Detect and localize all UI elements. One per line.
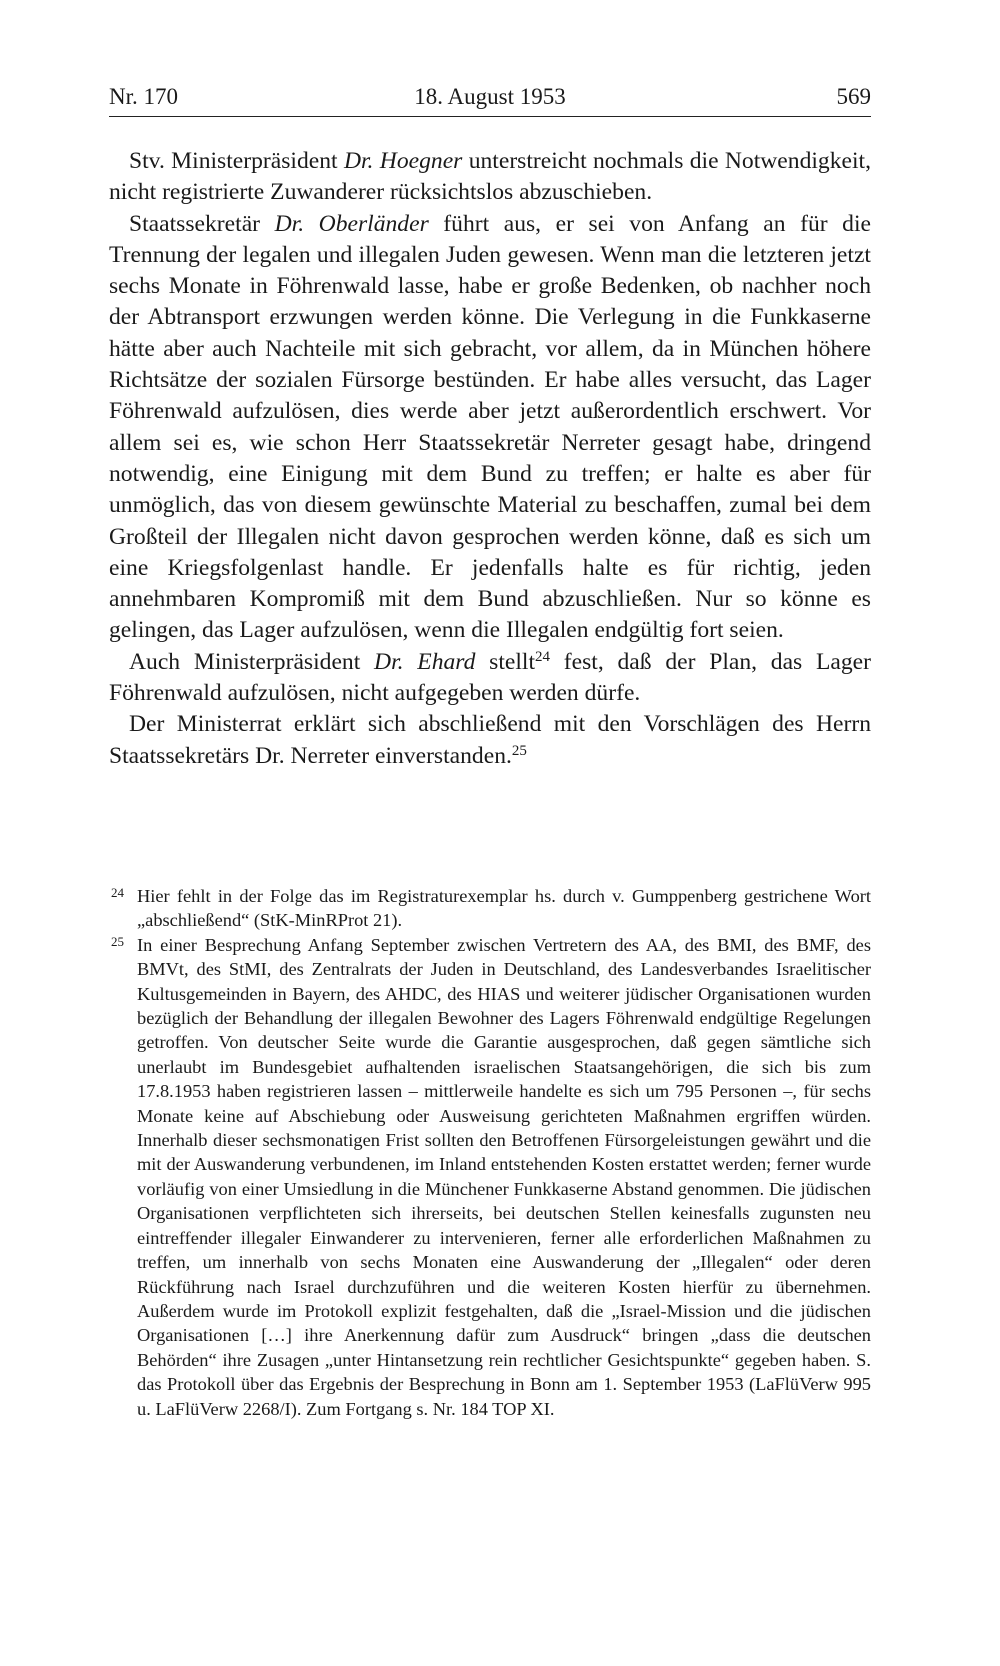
paragraph-ehard: Auch Ministerpräsident Dr. Ehard stellt$^{24}$ fest, daß der Plan, das Lager Föhrenwald aufzulösen, nicht aufgegeben werden dürfe. — [109, 648, 871, 707]
paragraph-ministerrat: Der Ministerrat erklärt sich abschließend mit den Vorschlägen des Herrn Staatssekretärs Dr. Nerreter einverstanden.$^{25}$ — [109, 711, 871, 769]
footnote-reference-24[interactable]: 24 — [535, 648, 551, 665]
footnote-number: 25 — [111, 933, 124, 949]
speaker-name: Dr. Hoegner — [343, 148, 463, 174]
running-header — [109, 82, 871, 117]
main-text — [109, 146, 871, 772]
document-number: Nr. 170 — [109, 84, 178, 109]
footnote-24: 24 Hier fehlt in der Folge das im Registraturexemplar hs. durch v. Gumppenberg gestrichene Wort „abschließend“ (StK-MinRProt 21). — [109, 884, 871, 933]
page-number: 569 — [836, 84, 871, 109]
paragraph-oberlaender: Staatssekretär Dr. Oberländer führt aus, er sei von Anfang an für die Trennung der legalen und illegalen Juden gewesen. Wenn man die letzteren jetzt sechs Monate in Föhrenwald lasse, habe er große Bedenken, ob nachher noch der Abtransport erzwungen werden könne. Die Verlegung in die Funkkaserne hätte aber auch Nachteile mit sich gebracht, vor allem, da in München höhere Richtsätze der sozialen Fürsorge bestünden. Er habe alles versucht, das Lager Föhrenwald aufzulösen, dies werde aber jetzt außerordentlich erschwert. Vor allem sei es, wie schon Herr Staatssekretär Nerreter gesagt habe, dringend notwendig, eine Einigung mit dem Bund zu treffen; er halte es aber für unmöglich, das von diesem gewünschte Material zu beschaffen, zumal bei dem Großteil der Illegalen nicht davon gesprochen werden könne, daß es sich um eine Kriegsfolgenlast handle. Er jedenfalls halte es für richtig, jeden annehmbaren Kompromiß mit dem Bund abzuschließen. Nur so könne es gelingen, das Lager aufzulösen, wenn die Illegalen endgültig fort seien. — [109, 210, 871, 644]
speaker-name: Dr. Oberländer — [274, 210, 429, 237]
header-date: 18. August 1953 — [414, 84, 566, 109]
footnote-number: 24 — [111, 885, 124, 900]
footnotes — [109, 884, 871, 1421]
paragraph-hoegner: Stv. Ministerpräsident Dr. Hoegner unterstreicht nochmals die Notwendigkeit, nicht registrierte Zuwanderer rücksichtslos abzuschieben. — [109, 148, 871, 206]
footnote-25: 25 In einer Besprechung Anfang September zwischen Vertretern des AA, des BMI, des BMF, des BMVt, des StMI, des Zentralrats der Juden in Deutschland, des Landesverbandes Israelitischer Kultusgemeinden in Bayern, des AHDC, des HIAS und weiterer jüdischer Organisationen wurden bezüglich der Behandlung der illegalen Bewohner des Lagers Föhrenwald endgültige Regelungen getroffen. Von deutscher Seite wurde die Garantie ausgesprochen, daß gegen sämtliche sich unerlaubt im Bundesgebiet aufhaltenden israelischen Staatsangehörigen, die sich bis zum 17.8.1953 haben registrieren lassen – mittlerweile handelte es sich um 795 Personen –, für sechs Monate keine auf Abschiebung oder Ausweisung gerichteten Maßnahmen ergriffen würden. Innerhalb dieser sechsmonatigen Frist sollten den Betroffenen Fürsorgeleistungen gewährt und die mit der Auswanderung verbundenen, im Inland entstehenden Kosten erstattet werden; ferner wurde vorläufig von einer Umsiedlung in die Münchener Funkkaserne Abstand genommen. Die jüdischen Organisationen verpflichteten sich ihrerseits, bei deutschen Stellen keinesfalls zugunsten neu eintreffender illegaler Einwanderer zu intervenieren, ferner alle erforderlichen Maßnahmen zu treffen, um innerhalb von sechs Monaten eine Auswanderung der „Illegalen“ oder deren Rückführung nach Israel durchzuführen und die weiteren Kosten hierfür zu übernehmen. Außerdem wurde im Protokoll explizit festgehalten, daß die „Israel-Mission und die jüdischen Organisationen […] ihre Anerkennung dafür zum Ausdruck“ bringen „dass die deutschen Behörden“ ihre Zusagen „unter Hintansetzung rein rechtlicher Gesichtspunkte“ gegeben haben. S. das Protokoll über das Ergebnis der Besprechung in Bonn am 1. September 1953 (LaFlüVerw 995 u. LaFlüVerw 2268/I). Zum Fortgang s. Nr. 184 TOP XI. — [109, 933, 871, 1421]
footnote-reference-25[interactable]: 25 — [511, 742, 527, 759]
speaker-name: Dr. Ehard — [374, 648, 476, 675]
